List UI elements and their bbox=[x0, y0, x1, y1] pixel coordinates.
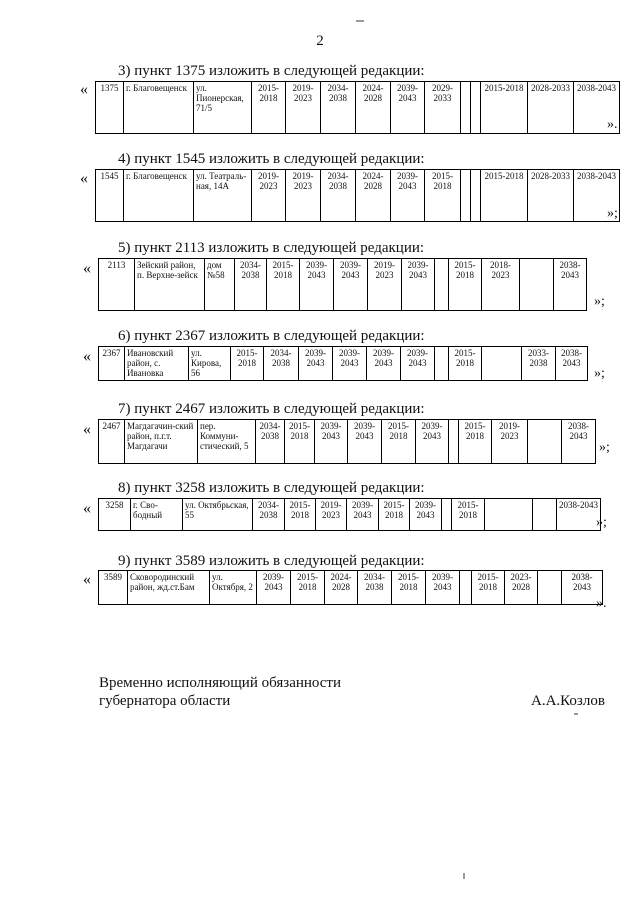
table-row bbox=[99, 259, 587, 311]
period-cell: 2039-2043 bbox=[299, 347, 333, 381]
item-number-cell: 2467 bbox=[99, 420, 125, 464]
period-cell: 2039-2043 bbox=[426, 571, 460, 605]
signer-position-line2: губернатора области bbox=[99, 693, 231, 709]
period-cell: 2039-2043 bbox=[348, 420, 382, 464]
period-cell: 2039-2043 bbox=[410, 499, 442, 531]
period-cell bbox=[471, 82, 481, 134]
period-cell: 2039-2043 bbox=[367, 347, 401, 381]
closing-quote: »; bbox=[596, 515, 607, 530]
closing-quote: ». bbox=[596, 596, 607, 611]
period-cell: 2038-2043 bbox=[562, 571, 603, 605]
period-cell bbox=[528, 420, 562, 464]
period-cell: 2015-2018 bbox=[425, 170, 461, 222]
period-cell bbox=[471, 170, 481, 222]
period-cell: 2019-2023 bbox=[316, 499, 347, 531]
item-number-cell: 3258 bbox=[99, 499, 131, 531]
period-cell: 2015-2018 bbox=[285, 420, 315, 464]
period-cell: 2039-2043 bbox=[315, 420, 348, 464]
period-cell: 2039-2043 bbox=[401, 347, 435, 381]
amendment-heading: 5) пункт 2113 изложить в следующей редакции: bbox=[118, 240, 425, 256]
amendment-heading: 9) пункт 3589 изложить в следующей редакции: bbox=[118, 553, 425, 569]
opening-quote: « bbox=[83, 348, 91, 365]
period-cell: 2038-2043 bbox=[554, 259, 587, 311]
period-cell: 2019-2023 bbox=[252, 170, 286, 222]
period-cell: 2034-2038 bbox=[264, 347, 299, 381]
page-number: 2 bbox=[316, 33, 324, 49]
period-cell: 2015-2018 bbox=[382, 420, 416, 464]
period-cell bbox=[442, 499, 452, 531]
closing-quote: »; bbox=[607, 206, 618, 221]
period-cell: 2028-2033 bbox=[528, 82, 574, 134]
table-row bbox=[99, 571, 603, 605]
amendment-heading: 3) пункт 1375 изложить в следующей редакции: bbox=[118, 63, 425, 79]
amendment-table bbox=[98, 419, 596, 464]
period-cell bbox=[449, 420, 459, 464]
period-cell bbox=[435, 259, 449, 311]
period-cell: 2015-2018 bbox=[481, 170, 528, 222]
signer-position-line1: Временно исполняющий обязанности bbox=[99, 675, 342, 691]
period-cell bbox=[482, 347, 522, 381]
period-cell: 2015-2018 bbox=[231, 347, 264, 381]
amendment-table bbox=[98, 346, 588, 381]
locality-cell: Ивановский район, с. Ивановка bbox=[125, 347, 189, 381]
amendment-table bbox=[98, 258, 587, 311]
locality-cell: г. Сво-бодный bbox=[131, 499, 183, 531]
amendment-table bbox=[95, 169, 620, 222]
period-cell: 2024-2028 bbox=[325, 571, 358, 605]
scan-speck bbox=[463, 873, 465, 879]
table-row bbox=[99, 499, 601, 531]
period-cell: 2015-2018 bbox=[452, 499, 485, 531]
opening-quote: « bbox=[83, 571, 91, 588]
table-row bbox=[96, 170, 620, 222]
period-cell: 2019-2023 bbox=[368, 259, 402, 311]
address-cell: ул. Кирова, 56 bbox=[189, 347, 231, 381]
period-cell bbox=[538, 571, 562, 605]
opening-quote: « bbox=[80, 170, 88, 187]
period-cell: 2019-2023 bbox=[286, 170, 321, 222]
table-row bbox=[99, 347, 588, 381]
scan-speck bbox=[356, 20, 364, 22]
period-cell: 2015-2018 bbox=[267, 259, 300, 311]
item-number-cell: 3589 bbox=[99, 571, 128, 605]
period-cell: 2034-2038 bbox=[358, 571, 392, 605]
period-cell bbox=[461, 82, 471, 134]
item-number-cell: 1375 bbox=[96, 82, 124, 134]
period-cell: 2019-2023 bbox=[286, 82, 321, 134]
period-cell: 2015-2018 bbox=[472, 571, 505, 605]
period-cell: 2015-2018 bbox=[459, 420, 492, 464]
period-cell: 2033-2038 bbox=[522, 347, 556, 381]
locality-cell: г. Благовещенск bbox=[124, 82, 194, 134]
opening-quote: « bbox=[83, 500, 91, 517]
period-cell bbox=[520, 259, 554, 311]
period-cell: 2034-2038 bbox=[321, 170, 356, 222]
period-cell: 2015-2018 bbox=[481, 82, 528, 134]
locality-cell: Сковородинский район, жд.ст.Бам bbox=[128, 571, 210, 605]
period-cell: 2038-2043 bbox=[562, 420, 596, 464]
period-cell: 2039-2043 bbox=[402, 259, 435, 311]
locality-cell: г. Благовещенск bbox=[124, 170, 194, 222]
period-cell: 2034-2038 bbox=[256, 420, 285, 464]
period-cell: 2015-2018 bbox=[449, 347, 482, 381]
period-cell: 2034-2038 bbox=[235, 259, 267, 311]
closing-quote: »; bbox=[594, 366, 605, 381]
period-cell: 2024-2028 bbox=[356, 82, 391, 134]
period-cell: 2015-2018 bbox=[252, 82, 286, 134]
period-cell: 2023-2028 bbox=[505, 571, 538, 605]
item-number-cell: 2367 bbox=[99, 347, 125, 381]
opening-quote: « bbox=[83, 260, 91, 277]
period-cell: 2038-2043 bbox=[557, 499, 601, 531]
period-cell: 2019-2023 bbox=[492, 420, 528, 464]
closing-quote: »; bbox=[594, 294, 605, 309]
amendment-table bbox=[98, 498, 601, 531]
address-cell: ул. Октября, 2 bbox=[210, 571, 257, 605]
item-number-cell: 2113 bbox=[99, 259, 135, 311]
period-cell: 2015-2018 bbox=[449, 259, 482, 311]
address-cell: пер. Коммуни-стический, 5 bbox=[198, 420, 256, 464]
address-cell: ул. Октябрьская, 55 bbox=[183, 499, 253, 531]
period-cell: 2015-2018 bbox=[285, 499, 316, 531]
period-cell: 2039-2043 bbox=[347, 499, 379, 531]
period-cell: 2015-2018 bbox=[379, 499, 410, 531]
period-cell: 2038-2043 bbox=[556, 347, 588, 381]
closing-quote: »; bbox=[599, 440, 610, 455]
period-cell: 2024-2028 bbox=[356, 170, 391, 222]
period-cell: 2015-2018 bbox=[291, 571, 325, 605]
period-cell: 2015-2018 bbox=[392, 571, 426, 605]
item-number-cell: 1545 bbox=[96, 170, 124, 222]
table-row bbox=[99, 420, 596, 464]
locality-cell: Зейский район, п. Верхне-зейск bbox=[135, 259, 205, 311]
period-cell: 2039-2043 bbox=[391, 82, 425, 134]
address-cell: ул. Пионерская, 71/5 bbox=[194, 82, 252, 134]
amendment-heading: 7) пункт 2467 изложить в следующей редакции: bbox=[118, 401, 425, 417]
amendment-heading: 8) пункт 3258 изложить в следующей редакции: bbox=[118, 480, 425, 496]
address-cell: дом №58 bbox=[205, 259, 235, 311]
period-cell: 2039-2043 bbox=[416, 420, 449, 464]
period-cell bbox=[485, 499, 533, 531]
period-cell: 2039-2043 bbox=[334, 259, 368, 311]
period-cell: 2018-2023 bbox=[482, 259, 520, 311]
period-cell: 2034-2038 bbox=[253, 499, 285, 531]
period-cell: 2038-2043 bbox=[574, 170, 620, 222]
amendment-table bbox=[95, 81, 620, 134]
table-row bbox=[96, 82, 620, 134]
opening-quote: « bbox=[83, 421, 91, 438]
address-cell: ул. Театраль-ная, 14А bbox=[194, 170, 252, 222]
amendment-heading: 6) пункт 2367 изложить в следующей редакции: bbox=[118, 328, 425, 344]
opening-quote: « bbox=[80, 81, 88, 98]
period-cell bbox=[460, 571, 472, 605]
period-cell: 2039-2043 bbox=[333, 347, 367, 381]
amendment-table bbox=[98, 570, 603, 605]
amendment-heading: 4) пункт 1545 изложить в следующей редакции: bbox=[118, 151, 425, 167]
locality-cell: Магдагачин-ский район, п.г.т. Магдагачи bbox=[125, 420, 198, 464]
signer-name: А.А.Козлов bbox=[531, 693, 605, 709]
period-cell: 2039-2043 bbox=[257, 571, 291, 605]
period-cell: 2039-2043 bbox=[300, 259, 334, 311]
closing-quote: ». bbox=[607, 117, 618, 132]
period-cell bbox=[435, 347, 449, 381]
period-cell bbox=[461, 170, 471, 222]
period-cell: 2039-2043 bbox=[391, 170, 425, 222]
period-cell: 2034-2038 bbox=[321, 82, 356, 134]
period-cell: 2038-2043 bbox=[574, 82, 620, 134]
period-cell: 2029-2033 bbox=[425, 82, 461, 134]
scan-speck bbox=[574, 713, 578, 715]
period-cell bbox=[533, 499, 557, 531]
period-cell: 2028-2033 bbox=[528, 170, 574, 222]
